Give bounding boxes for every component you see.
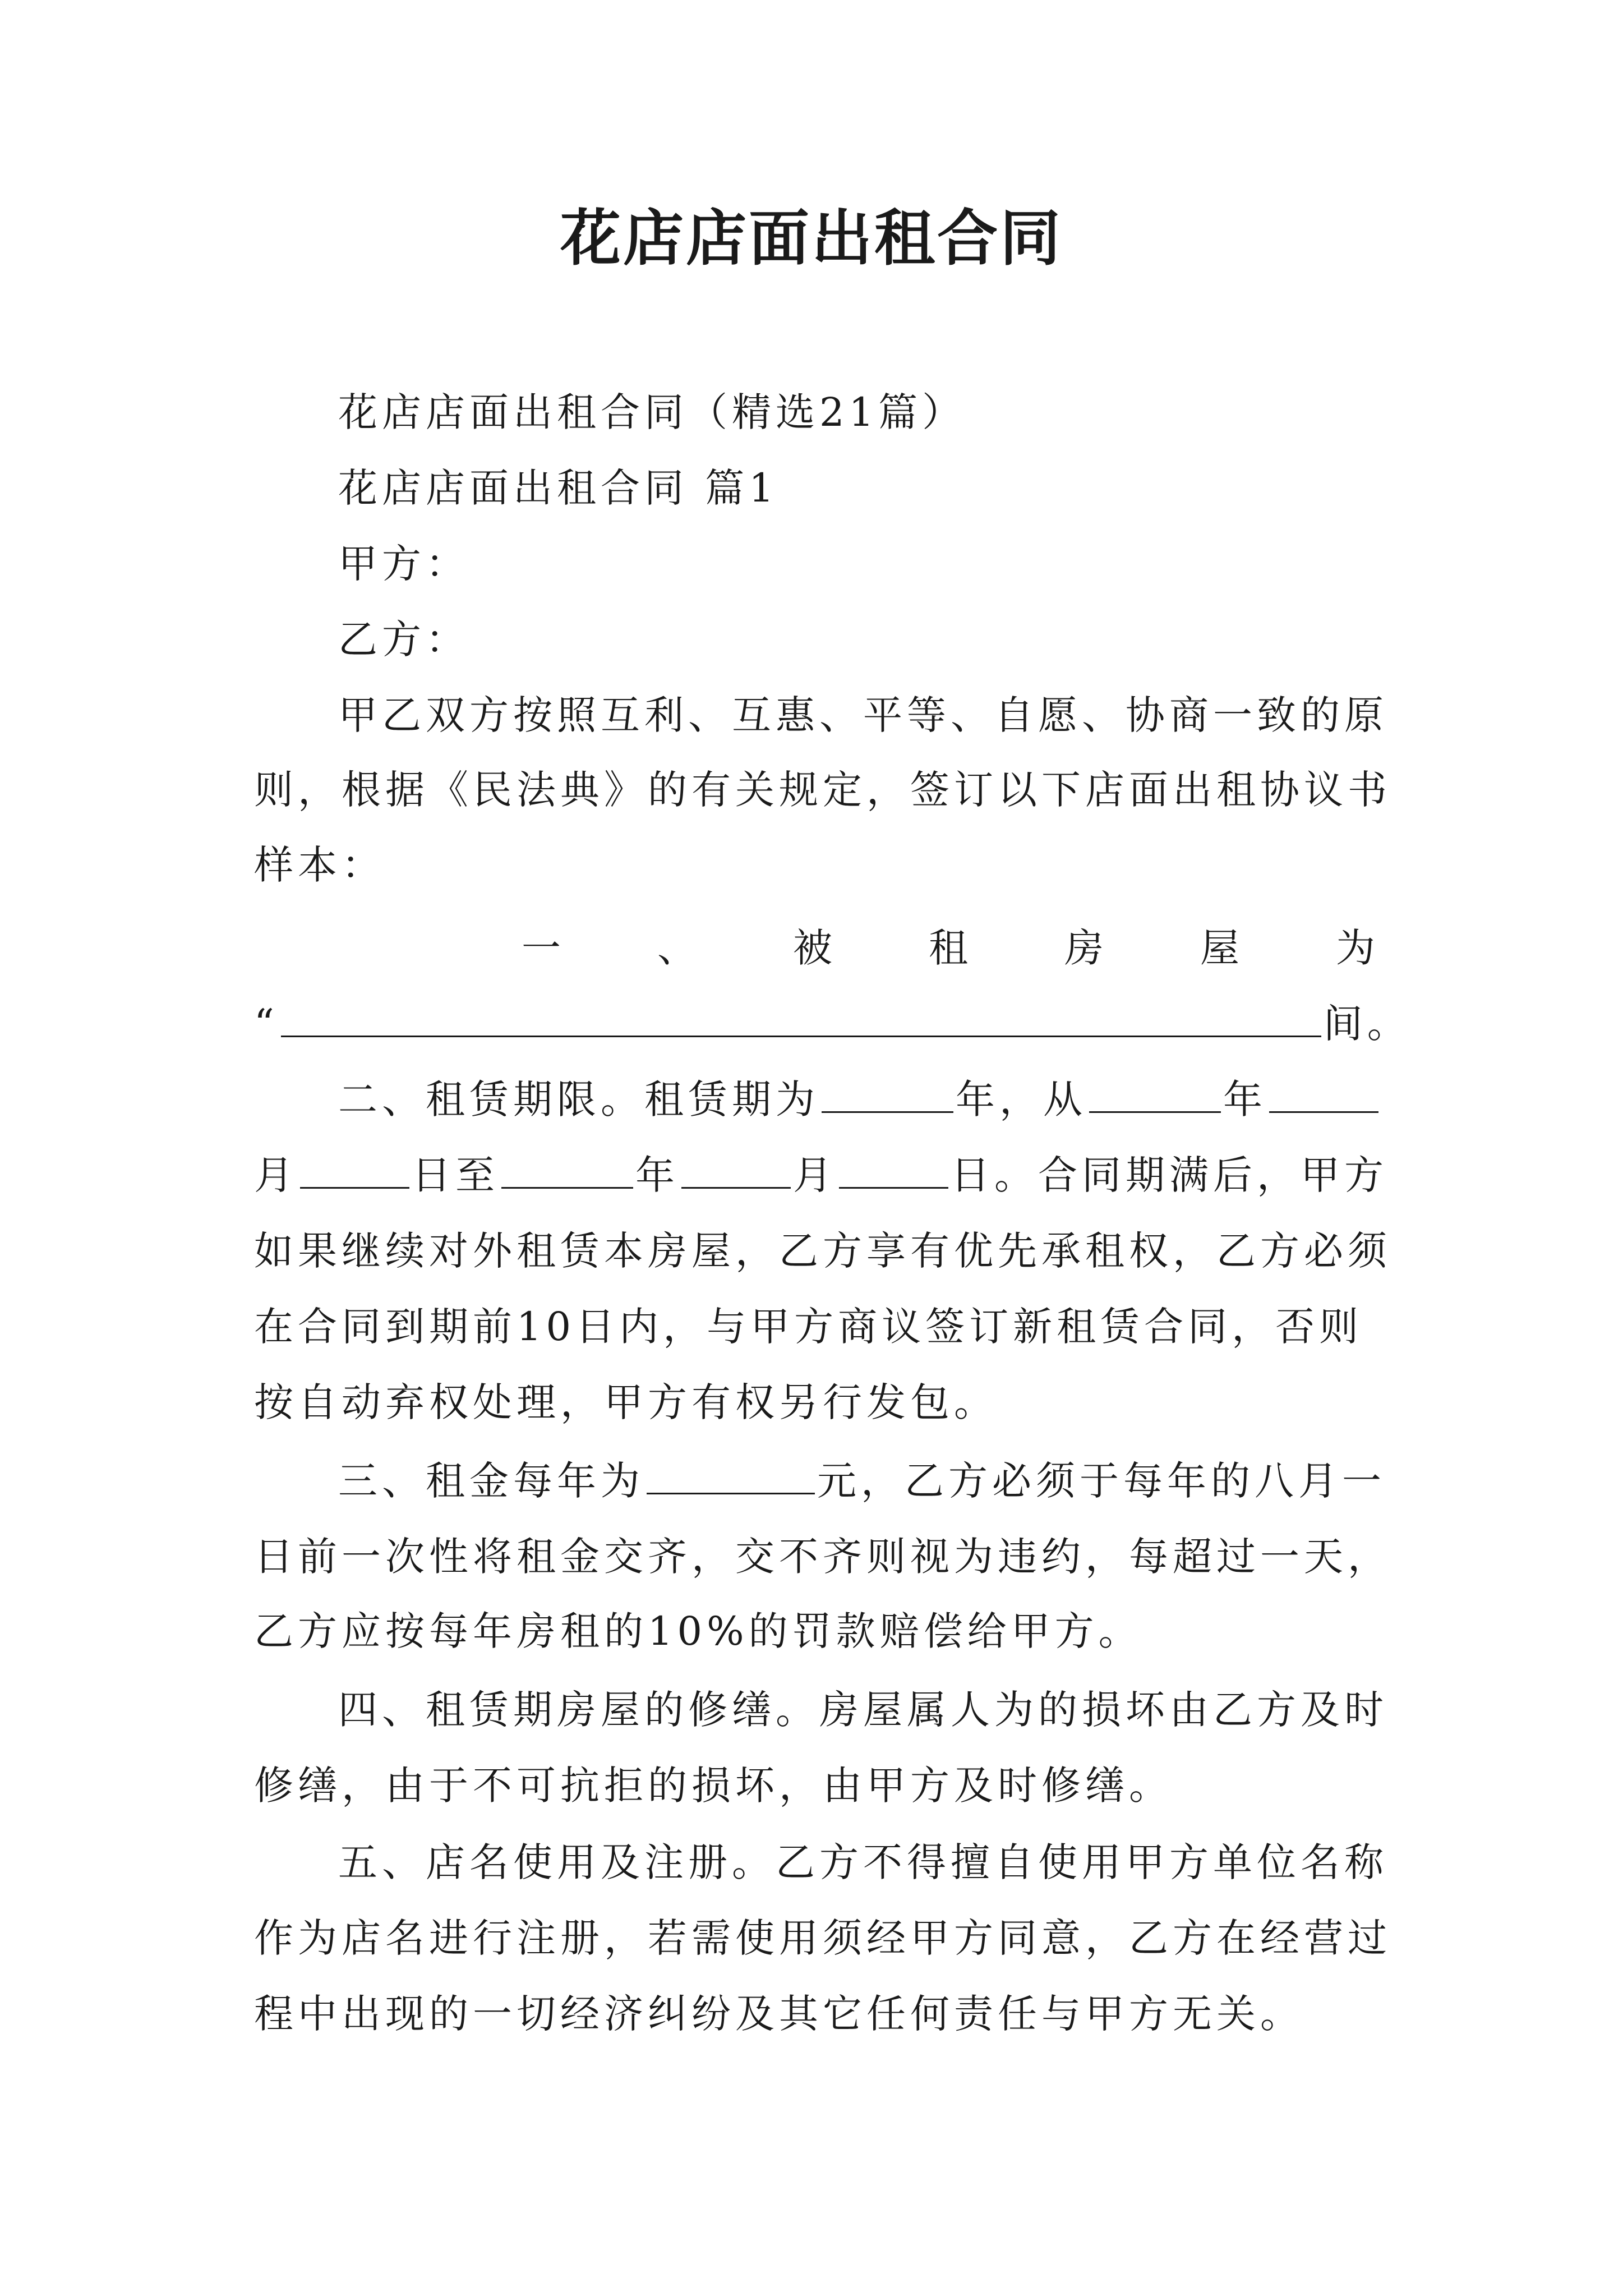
section-heading: 花店店面出租合同 篇1: [338, 465, 778, 511]
blank-field: [300, 1148, 409, 1189]
quote-mark: “: [254, 1001, 279, 1047]
clause2-text: 年，从: [956, 1076, 1087, 1122]
party-a-label: 甲方：: [338, 541, 469, 587]
party-b-label: 乙方：: [338, 616, 469, 662]
clause5-line: 五、店名使用及注册。乙方不得擅自使用甲方单位名称: [338, 1839, 1388, 1885]
clause2-text: 年: [635, 1152, 679, 1198]
blank-field: [839, 1148, 948, 1189]
blank-field: [1269, 1072, 1378, 1113]
clause2-text: 日至: [412, 1152, 499, 1198]
blank-field: [1089, 1072, 1221, 1113]
clause3-line: 日前一次性将租金交齐，交不齐则视为违约，每超过一天，: [254, 1534, 1391, 1580]
clause3-text: 元，乙方必须于每年的八月一: [817, 1458, 1386, 1504]
clause2-text: 二、租赁期限。租赁期为: [338, 1076, 819, 1122]
clause1-part: 屋: [1200, 925, 1244, 971]
blank-field: [647, 1453, 815, 1494]
clause1-end: 间。: [1323, 1001, 1411, 1047]
clause1-line: [254, 996, 1411, 1052]
clause2-line: 如果继续对外租赁本房屋，乙方享有优先承租权，乙方必须: [254, 1228, 1391, 1274]
clause2-text: 月: [254, 1152, 298, 1198]
clause3-line: 乙方应按每年房租的10%的罚款赔偿给甲方。: [254, 1608, 1142, 1654]
clause5-line: 作为店名进行注册，若需使用须经甲方同意，乙方在经营过: [254, 1915, 1391, 1961]
blank-field: [501, 1148, 633, 1189]
clause2-text: 日。合同期满后，甲方: [951, 1152, 1388, 1198]
clause4-line: 四、租赁期房屋的修缮。房屋属人为的损坏由乙方及时: [338, 1687, 1388, 1733]
clause1-part: 为: [1336, 925, 1380, 971]
blank-field: [681, 1148, 791, 1189]
clause2-text: 月: [793, 1152, 837, 1198]
clause5-line: 程中出现的一切经济纠纷及其它任何责任与甲方无关。: [254, 1991, 1304, 2037]
subtitle: 花店店面出租合同（精选21篇）: [338, 389, 966, 435]
blank-field: [281, 996, 1321, 1037]
clause2-line: 按自动弃权处理，甲方有权另行发包。: [254, 1379, 998, 1425]
clause1-part: 、: [657, 925, 701, 971]
clause3-text: 三、租金每年为: [338, 1458, 644, 1504]
clause2-text: 年: [1223, 1076, 1267, 1122]
intro-line: 样本：: [254, 842, 385, 888]
clause1-part: 被: [793, 925, 837, 971]
clause1-heading: [522, 920, 1380, 976]
clause3-line: [338, 1453, 1386, 1509]
clause4-line: 修缮，由于不可抗拒的损坏，由甲方及时修缮。: [254, 1763, 1173, 1809]
clause1-part: 租: [929, 925, 972, 971]
blank-field: [822, 1072, 953, 1113]
clause1-part: 一: [522, 925, 565, 971]
document-title: 花店店面出租合同: [560, 203, 1063, 274]
clause2-line: [338, 1071, 1381, 1128]
clause2-line: [254, 1147, 1388, 1203]
intro-line: 甲乙双方按照互利、互惠、平等、自愿、协商一致的原: [338, 692, 1388, 738]
clause2-line: 在合同到期前10日内，与甲方商议签订新租赁合同，否则: [254, 1304, 1363, 1350]
intro-line: 则，根据《民法典》的有关规定，签订以下店面出租协议书: [254, 767, 1391, 813]
clause1-part: 房: [1064, 925, 1108, 971]
